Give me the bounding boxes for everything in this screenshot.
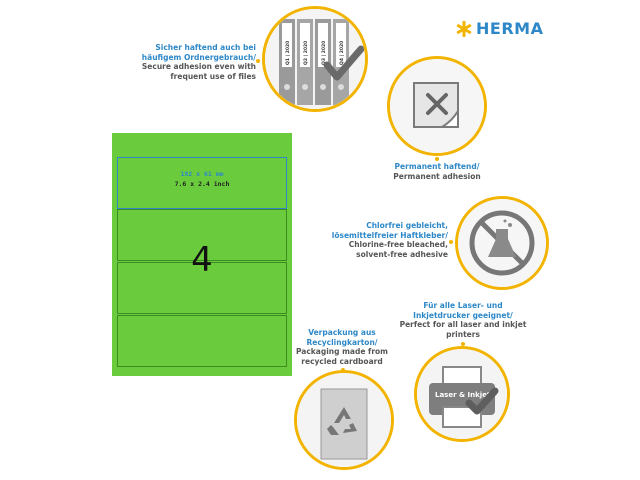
printers-de: Für alle Laser- und Inkjetdrucker geeignet/	[413, 301, 513, 320]
label-dimension-inch: 7.6 x 2.4 inch	[174, 180, 230, 188]
label-1	[117, 157, 287, 209]
herma-logo	[456, 19, 543, 38]
binder-label-2: Q2 | 2020	[304, 40, 309, 65]
peel-x-icon	[390, 59, 484, 153]
permanent-circle	[387, 56, 487, 156]
chlorine-en: Chlorine-free bleached, solvent-free adhesive	[348, 240, 448, 259]
recycling-icon	[297, 373, 391, 467]
connector-dot	[435, 157, 439, 161]
binder-label-3: Q3 | 2020	[322, 40, 327, 65]
permanent-en: Permanent adhesion	[393, 171, 481, 181]
binder-label-4: Q4 | 2020	[340, 40, 345, 65]
labels-per-sheet: 4	[191, 240, 213, 280]
label-4	[117, 315, 287, 367]
binder-label-1: Q1 | 2020	[286, 40, 291, 65]
packaging-de: Verpackung aus Recyclingkarton/	[306, 328, 378, 347]
printers-circle	[414, 346, 510, 442]
adhesion-circle	[262, 6, 368, 112]
label-dimension-mm: 192 x 61 mm	[180, 170, 224, 178]
packaging-circle	[294, 370, 394, 470]
chlorine-circle	[455, 196, 549, 290]
packaging-en: Packaging made from recycled cardboard	[296, 347, 388, 366]
permanent-caption	[382, 162, 492, 181]
adhesion-de: Sicher haftend auch bei häufigem Ordnergebrauch/	[141, 43, 256, 62]
brand-name: HERMA	[476, 19, 544, 38]
binder-icon	[265, 9, 365, 109]
printers-caption	[398, 301, 528, 339]
connector-dot	[256, 59, 260, 63]
herma-star-icon	[456, 21, 472, 37]
permanent-de: Permanent haftend/	[394, 162, 480, 171]
printer-icon	[417, 349, 507, 439]
packaging-caption	[292, 328, 392, 366]
printers-en: Perfect for all laser and inkjet printers	[399, 320, 527, 339]
adhesion-caption	[118, 43, 256, 81]
printer-label: Laser & Inkjet	[435, 391, 491, 399]
no-chemicals-icon	[458, 199, 546, 287]
chlorine-de: Chlorfrei gebleicht, lösemittelfreier Haftkleber/	[331, 221, 448, 240]
chlorine-caption	[330, 221, 448, 259]
adhesion-en: Secure adhesion even with frequent use of files	[141, 62, 256, 81]
connector-dot	[449, 240, 453, 244]
